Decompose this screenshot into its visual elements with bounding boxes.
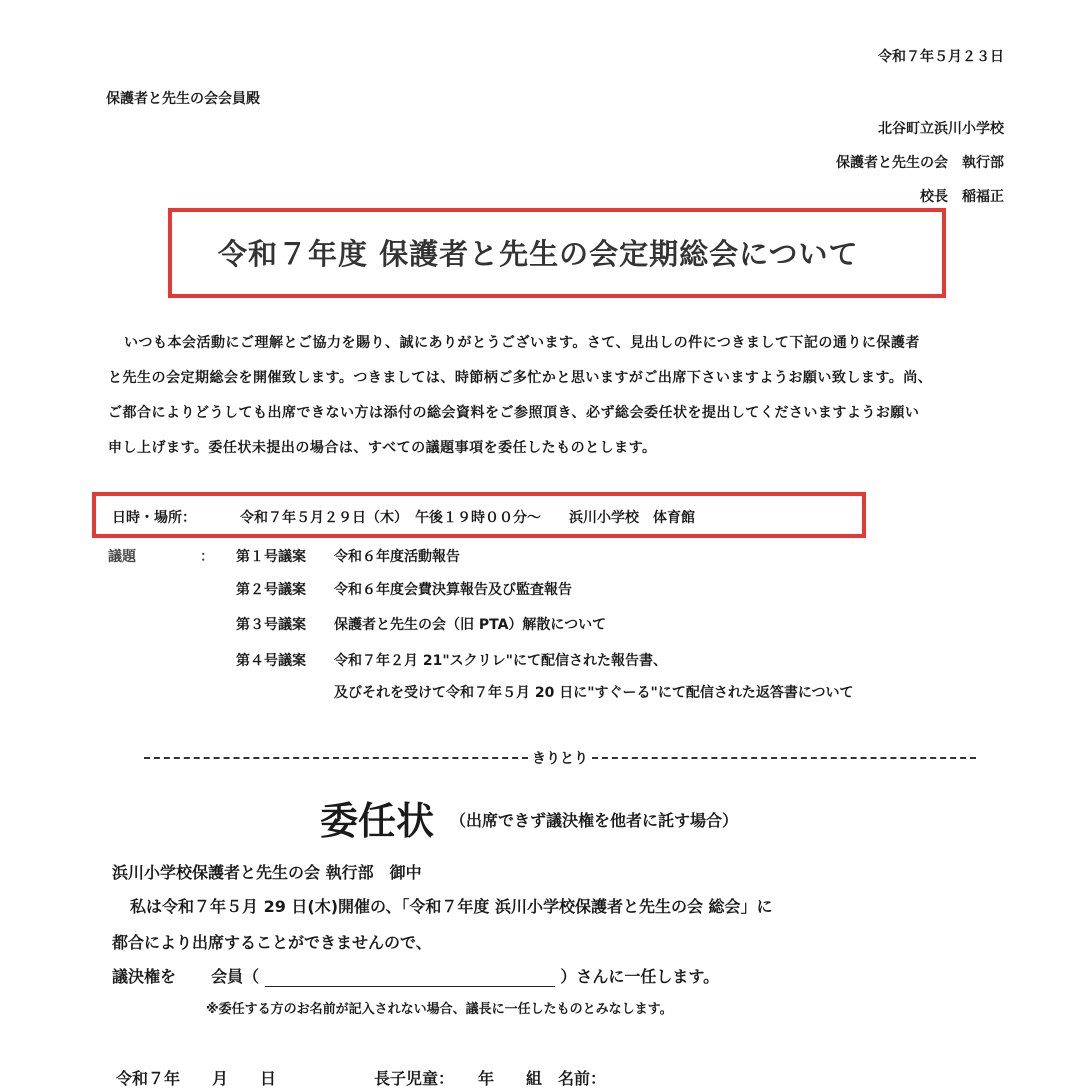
sender-school: 北谷町立浜川小学校 bbox=[878, 121, 1004, 137]
body-paragraph-line: いつも本会活動にご理解とご協力を賜り、誠にありがとうございます。さて、見出しの件につきまして下記の通りに保護者 bbox=[124, 335, 920, 351]
datetime-place-highlight-box bbox=[92, 492, 866, 538]
footer-date-field: 令和７年 月 日 bbox=[116, 1069, 277, 1088]
proxy-note: ※委任する方のお名前が記入されない場合、議長に一任したものとみなします。 bbox=[206, 1002, 673, 1017]
body-paragraph-line: と先生の会定期総会を開催致します。つきましては、時節柄ご多忙かと思いますがご出席下さいますようお願い致します。尚、 bbox=[108, 370, 933, 386]
agenda-item-continuation: 及びそれを受けて令和７年５月 20 日に"すぐーる"にて配信された返答書について bbox=[334, 685, 854, 701]
sender-principal: 校長 稲福正 bbox=[920, 189, 1004, 205]
proxy-recipient: 浜川小学校保護者と先生の会 執行部 御中 bbox=[112, 863, 422, 882]
sender-committee: 保護者と先生の会 執行部 bbox=[836, 155, 1004, 171]
delegate-member-label: 会員（ bbox=[211, 967, 260, 986]
cut-dashes-right bbox=[592, 757, 976, 759]
delegate-suffix: ）さんに一任します。 bbox=[560, 967, 720, 986]
agenda-item-number: 第２号議案 bbox=[236, 582, 306, 598]
title-highlight-box bbox=[168, 208, 946, 298]
footer-student-field: 長子児童： 年 組 名前： bbox=[374, 1069, 607, 1088]
agenda-label: 議題 bbox=[108, 549, 136, 565]
issue-date: 令和７年５月２３日 bbox=[878, 49, 1004, 65]
cut-line bbox=[144, 748, 976, 768]
agenda-item-number: 第３号議案 bbox=[236, 617, 306, 633]
agenda-item-text: 令和７年２月 21"スクリレ"にて配信された報告書、 bbox=[334, 653, 667, 669]
proxy-form-subtitle: （出席できず議決権を他者に託す場合） bbox=[450, 811, 739, 830]
proxy-form-title: 委任状 bbox=[320, 798, 435, 843]
datetime-place-value: 令和７年５月２９日（木） 午後１９時００分〜 浜川小学校 体育館 bbox=[240, 510, 695, 526]
proxy-statement-line: 都合により出席することができませんので、 bbox=[112, 933, 432, 952]
proxy-delegate-line bbox=[112, 964, 719, 987]
body-paragraph-line: ご都合によりどうしても出席できない方は添付の総会資料をご参照頂き、必ず総会委任状を提出してくださいますようお願い bbox=[108, 405, 920, 421]
delegate-name-field[interactable] bbox=[265, 968, 555, 987]
addressee: 保護者と先生の会会員殿 bbox=[106, 91, 260, 107]
agenda-item-number: 第１号議案 bbox=[236, 549, 306, 565]
proxy-statement-line: 私は令和７年５月 29 日(木)開催の、「令和７年度 浜川小学校保護者と先生の会 総会」に bbox=[130, 897, 773, 916]
delegate-prefix: 議決権を bbox=[112, 967, 177, 986]
agenda-colon: ： bbox=[200, 549, 214, 565]
body-paragraph-line: 申し上げます。委任状未提出の場合は、すべての議題事項を委任したものとします。 bbox=[108, 440, 657, 456]
agenda-item-text: 令和６年度会費決算報告及び監査報告 bbox=[334, 582, 572, 598]
agenda-item-text: 令和６年度活動報告 bbox=[334, 549, 460, 565]
cut-label: きりとり bbox=[532, 751, 588, 767]
cut-dashes-left bbox=[144, 757, 528, 759]
agenda-item-number: 第４号議案 bbox=[236, 653, 306, 669]
agenda-item-text: 保護者と先生の会（旧 PTA）解散について bbox=[334, 617, 607, 633]
datetime-place-label: 日時・場所： bbox=[112, 510, 196, 526]
document-title: 令和７年度 保護者と先生の会定期総会について bbox=[218, 237, 859, 271]
